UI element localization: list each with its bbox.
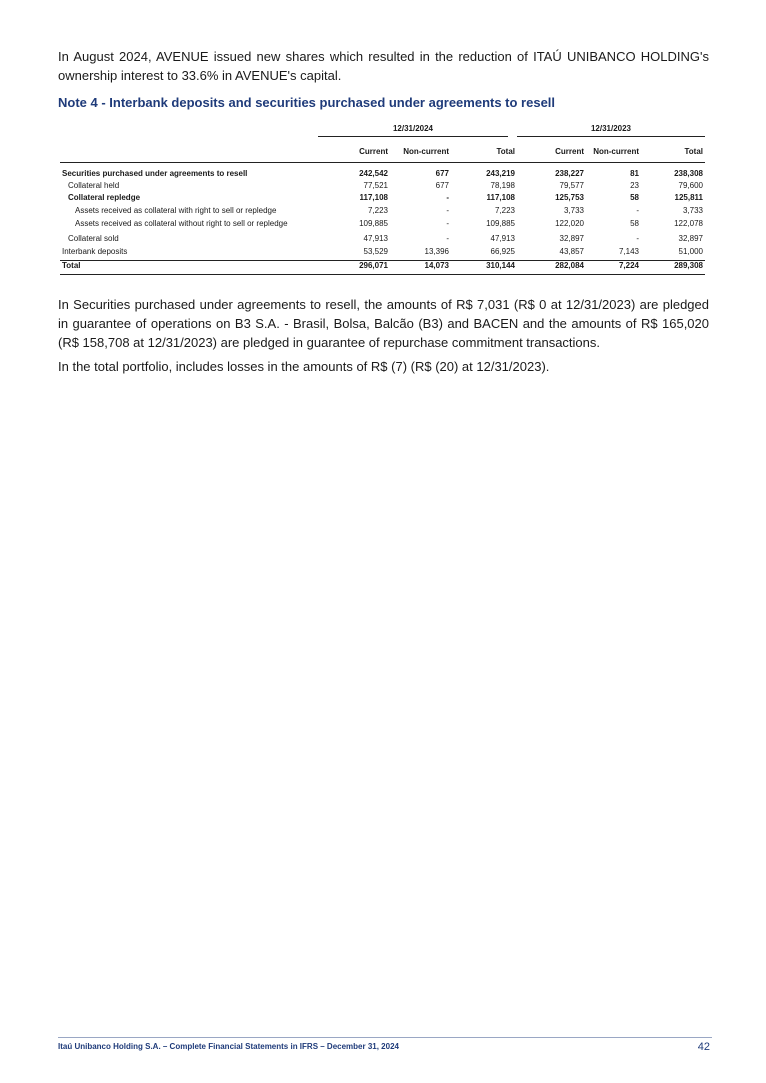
table-cell: 14,073 [424, 261, 449, 270]
footer-rule [58, 1037, 712, 1038]
table-cell: 58 [630, 193, 639, 202]
col-header-noncurrent-2023: Non-current [593, 147, 639, 156]
row-label: Collateral repledge [68, 193, 141, 202]
table-cell: 117,108 [359, 193, 388, 202]
table-cell: 282,084 [555, 261, 584, 270]
table-cell: 122,020 [555, 219, 584, 228]
table-row [60, 169, 705, 181]
table-cell: 79,577 [559, 181, 584, 190]
page-number: 42 [697, 1041, 710, 1053]
table-cell: - [636, 206, 639, 215]
row-label: Assets received as collateral with right to sell or repledge [75, 206, 277, 215]
col-header-total-2023: Total [684, 147, 703, 156]
footer-text: Itaú Unibanco Holding S.A. – Complete Financial Statements in IFRS – December 31, 2024 [58, 1042, 399, 1051]
row-label: Collateral sold [68, 234, 119, 243]
table-cell: 117,108 [486, 193, 515, 202]
table-cell: 7,224 [618, 261, 639, 270]
table-cell: 109,885 [359, 219, 388, 228]
row-label: Collateral held [68, 181, 120, 190]
table-cell: 66,925 [490, 247, 515, 256]
table-cell: 47,913 [490, 234, 515, 243]
table-cell: 78,198 [490, 181, 515, 190]
note-title: Note 4 - Interbank deposits and securities purchased under agreements to resell [58, 95, 556, 110]
table-row [60, 206, 705, 219]
header-rule [60, 162, 705, 163]
total-rule-bottom [60, 274, 705, 275]
period-underline-2024 [318, 136, 508, 137]
row-label: Assets received as collateral without right to sell or repledge [75, 219, 288, 228]
col-header-noncurrent-2024: Non-current [403, 147, 449, 156]
interbank-deposits-table [60, 118, 705, 288]
period-underline-2023 [517, 136, 705, 137]
period-header-2024: 12/31/2024 [392, 124, 434, 133]
col-header-current-2024: Current [359, 147, 388, 156]
table-cell: - [446, 206, 449, 215]
table-cell: 3,733 [563, 206, 584, 215]
table-cell: 13,396 [424, 247, 449, 256]
table-cell: 125,753 [555, 193, 584, 202]
table-row [60, 261, 705, 274]
table-row [60, 219, 705, 234]
row-label: Securities purchased under agreements to resell [62, 169, 248, 178]
losses-paragraph: In the total portfolio, includes losses in the amounts of R$ (7) (R$ (20) at 12/31/2023). [58, 359, 550, 374]
table-cell: 289,308 [674, 261, 703, 270]
table-cell: 125,811 [674, 193, 703, 202]
table-cell: 238,308 [674, 169, 703, 178]
table-cell: 23 [630, 181, 639, 190]
col-header-current-2023: Current [555, 147, 584, 156]
table-cell: 310,144 [486, 261, 515, 270]
table-cell: - [636, 234, 639, 243]
pledge-paragraph: In Securities purchased under agreements to resell, the amounts of R$ 7,031 (R$ 0 at 12/31/2023) are pledged in guarantee of operations on B3 S.A. - Brasil, Bolsa, Balcão (B3) and BACEN and the amounts of R$ 165,020 (R$ 158,708 at 12/31/2023) are pledged in guarantee of repurchase commitment transactions. [58, 297, 709, 350]
period-header-2023: 12/31/2023 [590, 124, 632, 133]
table-cell: 7,143 [618, 247, 639, 256]
table-cell: 296,071 [359, 261, 388, 270]
table-cell: 53,529 [363, 247, 388, 256]
table-cell: - [446, 234, 449, 243]
table-cell: - [446, 193, 449, 202]
table-cell: 242,542 [359, 169, 388, 178]
row-label: Interbank deposits [62, 247, 128, 256]
table-cell: 81 [630, 169, 639, 178]
table-cell: 58 [630, 219, 639, 228]
total-rule-top [60, 260, 705, 261]
table-row [60, 234, 705, 247]
table-cell: 47,913 [363, 234, 388, 243]
table-cell: 238,227 [555, 169, 584, 178]
table-cell: 77,521 [363, 181, 388, 190]
table-row [60, 193, 705, 206]
table-cell: 32,897 [559, 234, 584, 243]
table-cell: 122,078 [674, 219, 703, 228]
table-row [60, 247, 705, 260]
table-cell: - [446, 219, 449, 228]
table-cell: 109,885 [486, 219, 515, 228]
table-cell: 3,733 [682, 206, 703, 215]
table-cell: 51,000 [678, 247, 703, 256]
table-cell: 243,219 [486, 169, 515, 178]
table-cell: 677 [435, 181, 449, 190]
table-cell: 7,223 [367, 206, 388, 215]
table-cell: 7,223 [494, 206, 515, 215]
table-cell: 43,857 [559, 247, 584, 256]
table-row [60, 181, 705, 193]
col-header-total-2024: Total [496, 147, 515, 156]
row-label: Total [62, 261, 81, 270]
table-cell: 32,897 [678, 234, 703, 243]
intro-paragraph: In August 2024, AVENUE issued new shares which resulted in the reduction of ITAÚ UNIBANCO HOLDING's ownership interest to 33.6% in AVENUE's capital. [58, 49, 709, 83]
table-cell: 79,600 [678, 181, 703, 190]
table-cell: 677 [435, 169, 449, 178]
